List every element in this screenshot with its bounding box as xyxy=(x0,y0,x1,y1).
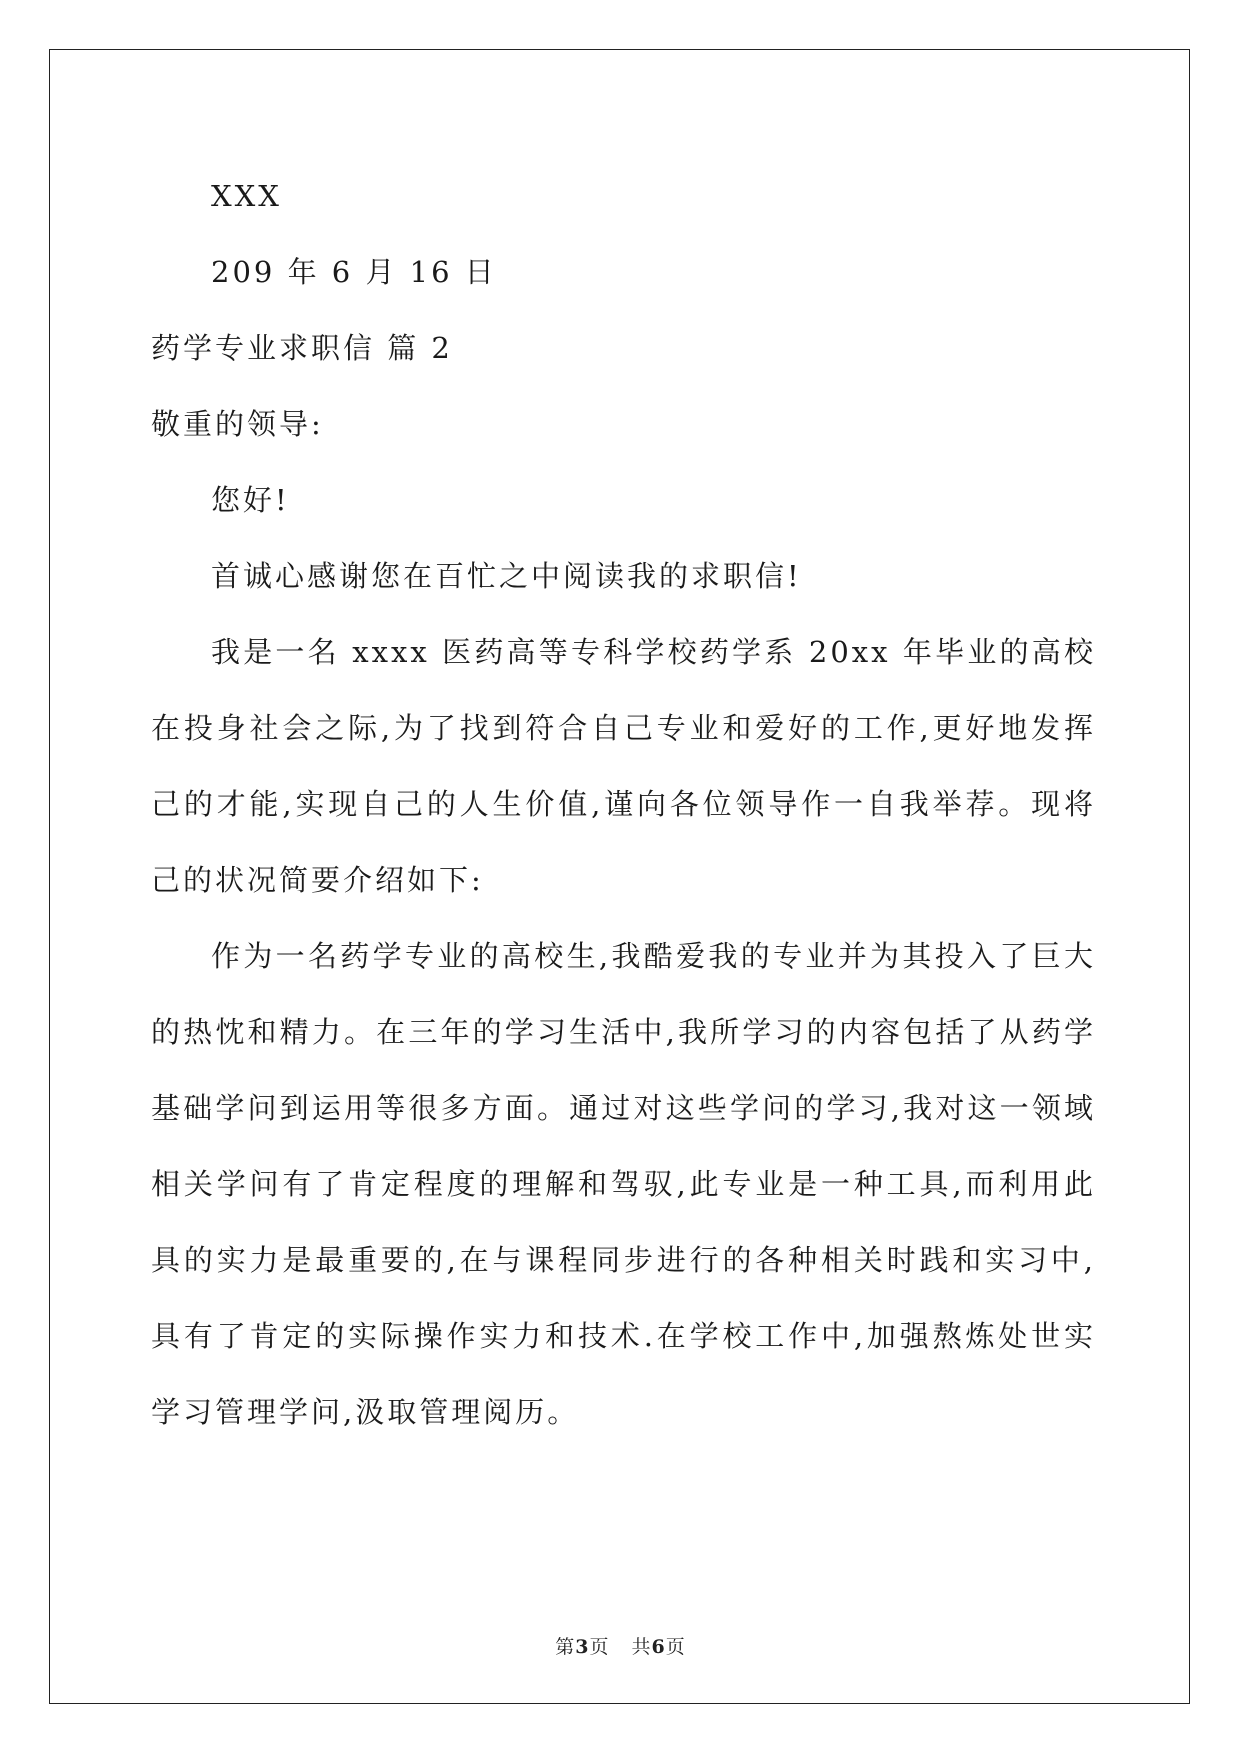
paragraph-study-line: 具的实力是最重要的,在与课程同步进行的各种相关时践和实习中, xyxy=(151,1243,1096,1277)
page-suffix: 页 xyxy=(589,1636,610,1658)
signature: XXX xyxy=(211,179,282,213)
letter-date: 209 年 6 月 16 日 xyxy=(211,255,497,289)
paragraph-study-line: 相关学问有了肯定程度的理解和驾驭,此专业是一种工具,而利用此 xyxy=(151,1167,1096,1201)
page-prefix: 第 xyxy=(555,1636,576,1658)
paragraph-study-line: 作为一名药学专业的高校生,我酷爱我的专业并为其投入了巨大 xyxy=(211,939,1096,973)
salutation: 敬重的领导: xyxy=(151,407,324,441)
total-page-number: 6 xyxy=(651,1636,666,1658)
current-page-number: 3 xyxy=(575,1636,590,1658)
paragraph-thanks: 首诚心感谢您在百忙之中阅读我的求职信! xyxy=(211,559,802,593)
paragraph-study-line: 的热忱和精力。在三年的学习生活中,我所学习的内容包括了从药学 xyxy=(151,1015,1096,1049)
paragraph-study-line: 基础学问到运用等很多方面。通过对这些学问的学习,我对这一领域 xyxy=(151,1091,1096,1125)
total-suffix: 页 xyxy=(665,1636,686,1658)
paragraph-intro-line: 我是一名 xxxx 医药高等专科学校药学系 20xx 年毕业的高校 xyxy=(211,635,1096,669)
total-prefix: 共 xyxy=(631,1636,652,1658)
page-number-footer xyxy=(0,1632,1241,1659)
paragraph-intro-line: 己的状况简要介绍如下: xyxy=(151,863,484,897)
paragraph-intro-line: 在投身社会之际,为了找到符合自己专业和爱好的工作,更好地发挥 xyxy=(151,711,1096,745)
paragraph-intro-line: 己的才能,实现自己的人生价值,谨向各位领导作一自我举荐。现将 xyxy=(151,787,1096,821)
document-body xyxy=(151,158,1096,1450)
greeting: 您好! xyxy=(211,483,290,517)
paragraph-study-line: 学习管理学问,汲取管理阅历。 xyxy=(151,1395,580,1429)
paragraph-study-line: 具有了肯定的实际操作实力和技术.在学校工作中,加强熬炼处世实 xyxy=(151,1319,1096,1353)
section-title: 药学专业求职信 篇 2 xyxy=(151,331,453,365)
